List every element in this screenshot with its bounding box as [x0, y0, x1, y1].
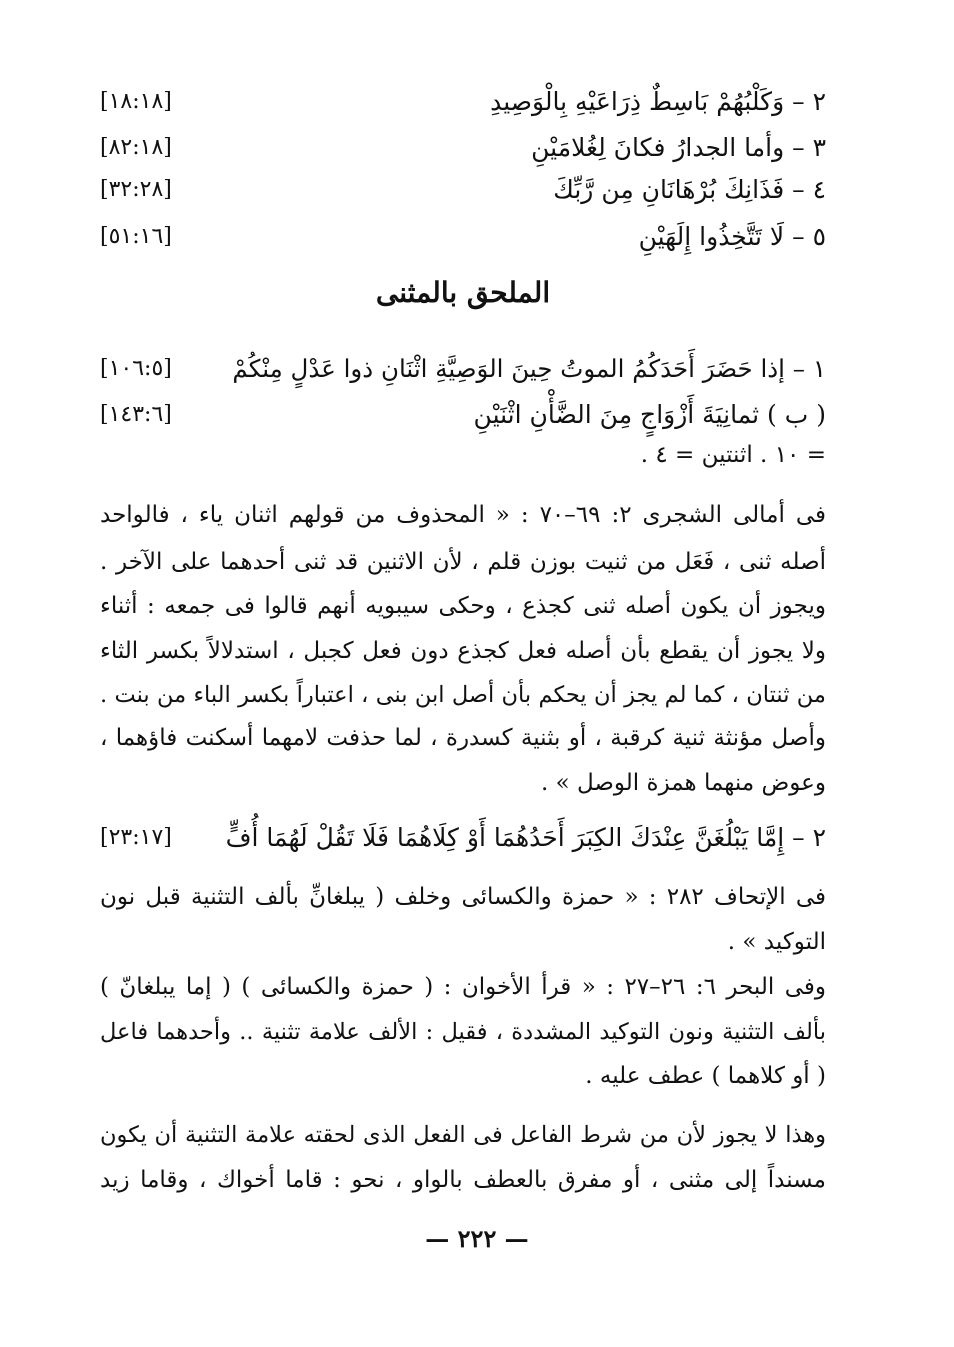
- page-number: — ٢٢٢ —: [425, 1224, 529, 1253]
- verse-text: ١ – إذا حَضَرَ أَحَدَكُمُ الموتُ حِينَ الوَصِيَّةِ اثْنَانِ ذوا عَدْلٍ مِنْكُمْ: [232, 353, 826, 383]
- verse-row: [100, 391, 826, 437]
- verse-row: [100, 124, 826, 170]
- verse-text: ٢ – إِمَّا يَبْلُغَنَّ عِنْدَكَ الكِبَرَ أَحَدُهُمَا أَوْ كِلَاهُمَا فَلَا تَقُلْ لَهُمَا أُفٍّ: [225, 822, 826, 852]
- verse-reference: [١٨:١٨]: [100, 88, 172, 114]
- section-title: الملحق بالمثنى: [375, 276, 551, 309]
- verse-reference: [٣٢:٢٨]: [100, 176, 172, 202]
- verse-text: ٤ – فَذَانِكَ بُرْهَانَانِ مِن رَّبِّكَ: [553, 174, 826, 204]
- verse-row: [100, 166, 826, 212]
- paragraph-line: وفى البحر ٦: ٢٦–٢٧ : « قرأ الأخوان : ( حمزة والكسائى ) ( إما يبلغانّ ): [100, 974, 826, 1000]
- paragraph-line: وهذا لا يجوز لأن من شرط الفاعل فى الفعل الذى لحقته علامة التثنية أن يكون: [100, 1122, 826, 1148]
- paragraph-line: ( أو كلاهما ) عطف عليه .: [585, 1063, 826, 1089]
- paragraph-line: ولا يجوز أن يقطع بأن أصله فعل كجذع دون فعل كجبل ، استدلالاً بكسر الثاء: [100, 638, 826, 664]
- verse-reference: [٥١:١٦]: [100, 223, 172, 249]
- verse-text: ( ب ) ثمانِيَةَ أَزْوَاجٍ مِنَ الضَّأْنِ اثْنَيْنِ: [473, 399, 826, 429]
- verse-row: [100, 345, 826, 391]
- paragraph-line: فى أمالى الشجرى ٢: ٦٩–٧٠ : « المحذوف من قولهم اثنان ياء ، فالواحد: [100, 502, 826, 528]
- verse-reference: [١٤٣:٦]: [100, 401, 172, 427]
- paragraph-line: ويجوز أن يكون أصله ثنى كجذع ، وحكى سيبويه أنهم قالوا فى جمعه : أثناء: [100, 593, 826, 619]
- verse-text: ٢ – وَكَلْبُهُمْ بَاسِطٌ ذِرَاعَيْهِ بِالْوَصِيدِ: [490, 86, 826, 116]
- paragraph-line: من ثنتان ، كما لم يجز أن يحكم بأن أصل ابن بنى ، اعتباراً بكسر الباء من بنت .: [100, 682, 826, 708]
- paragraph-line: مسنداً إلى مثنى ، أو مفرق بالعطف بالواو ، نحو : قاما أخواك ، وقاما زيد: [100, 1167, 826, 1193]
- paragraph-line: التوكيد » .: [727, 929, 826, 955]
- verse-reference: [٨٢:١٨]: [100, 134, 172, 160]
- paragraph-line: وعوض منهما همزة الوصل » .: [540, 770, 826, 796]
- count-line: = ١٠ . اثنتين = ٤ .: [640, 442, 826, 468]
- verse-text: ٣ – وأما الجدارُ فكانَ لِغُلامَيْنِ: [531, 132, 826, 162]
- verse-row: [100, 78, 826, 124]
- verse-row: [100, 814, 826, 860]
- verse-row: [100, 213, 826, 259]
- verse-reference: [٢٣:١٧]: [100, 824, 172, 850]
- paragraph-line: وأصل مؤنثة ثنية كرقبة ، أو بثنية كسدرة ، لما حذفت لامهما أسكنت فاؤهما ،: [100, 725, 826, 751]
- paragraph-line: فى الإتحاف ٢٨٢ : « حمزة والكسائى وخلف ( يبلغانِّ بألف التثنية قبل نون: [100, 884, 826, 910]
- verse-text: ٥ – لَا تَتَّخِذُوا إِلَهَيْنِ: [638, 221, 826, 251]
- paragraph-line: بألف التثنية ونون التوكيد المشددة ، فقيل : الألف علامة تثنية .. وأحدهما فاعل: [100, 1019, 826, 1045]
- paragraph-line: أصله ثنى ، فَعَل من ثنيت بوزن قلم ، لأن الاثنين قد ثنى أحدهما على الآخر .: [100, 549, 826, 575]
- verse-reference: [١٠٦:٥]: [100, 355, 172, 381]
